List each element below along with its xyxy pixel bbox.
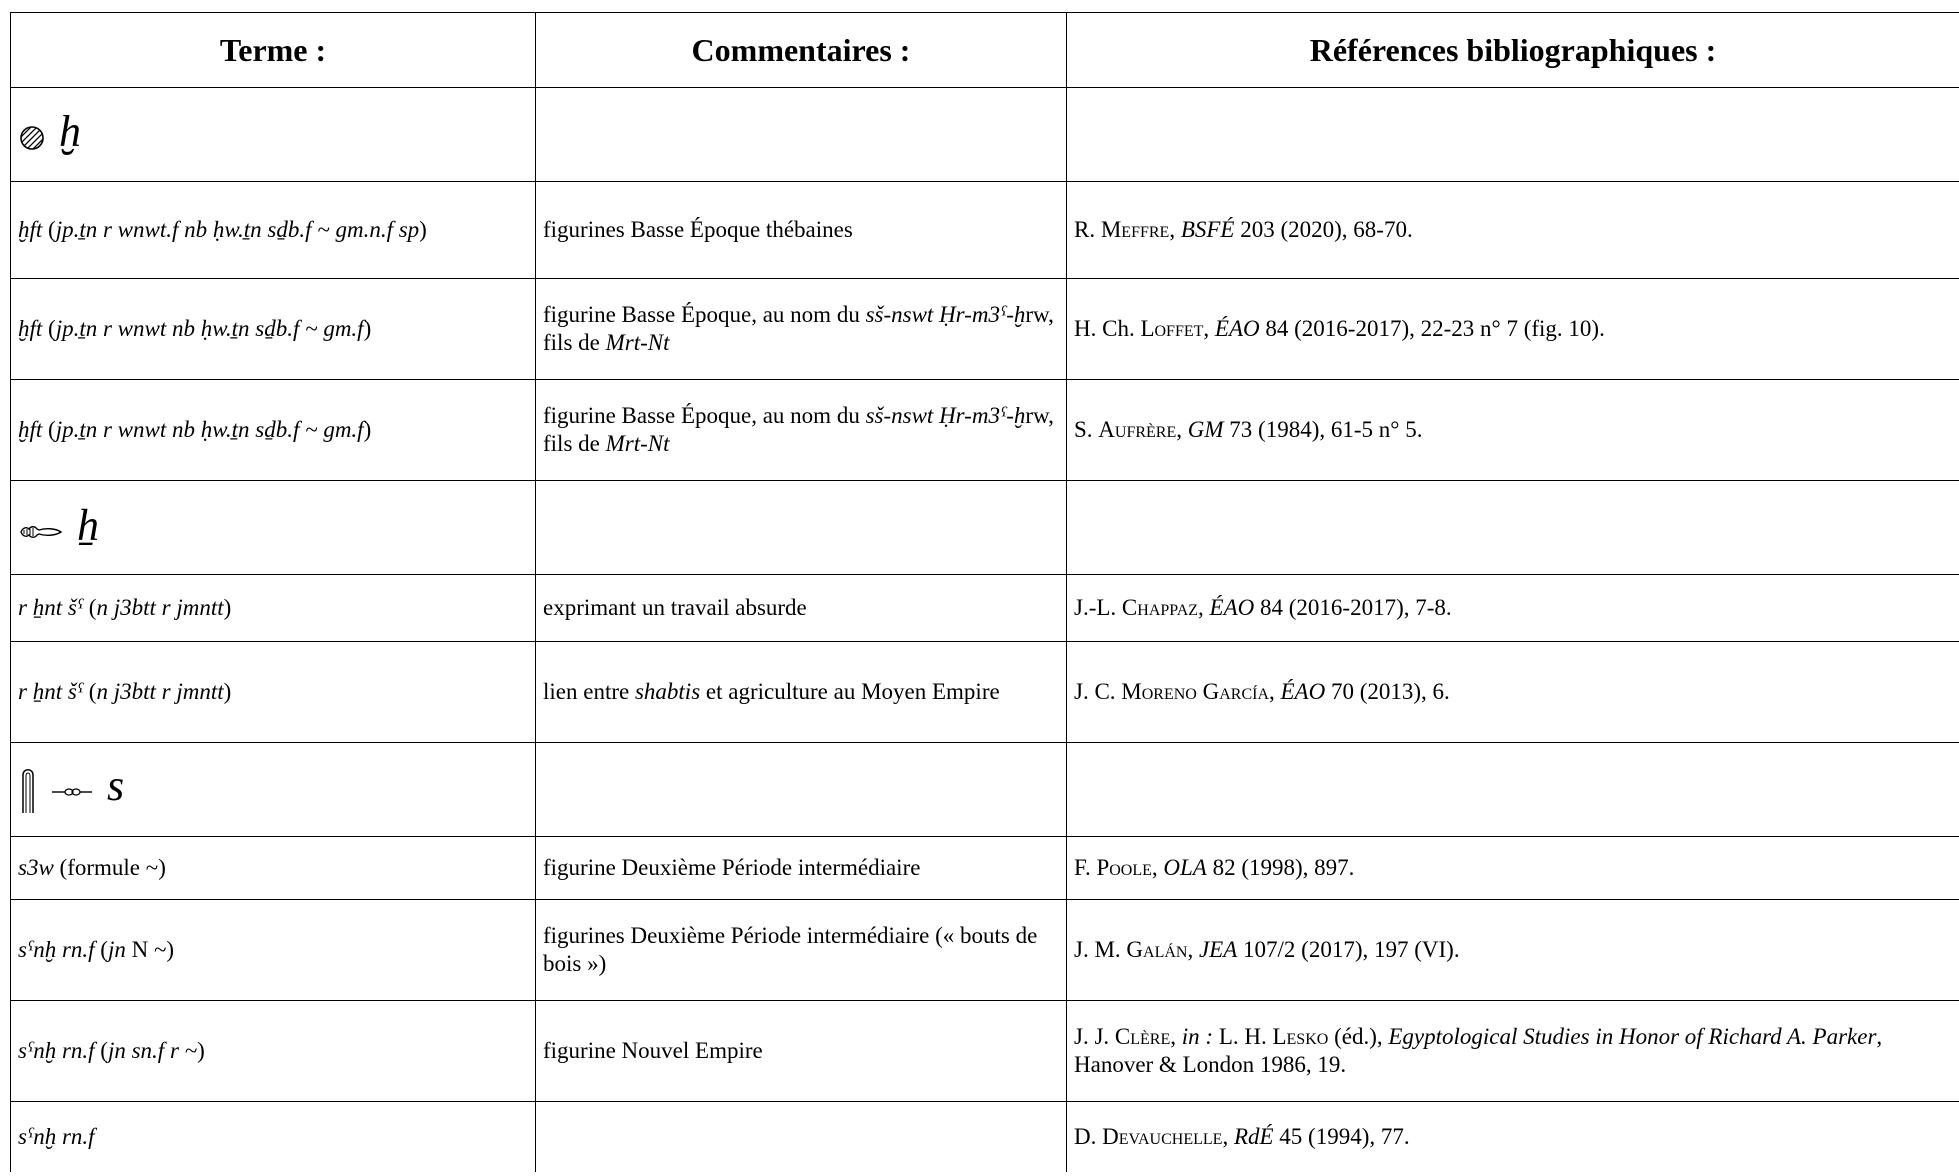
placenta-hieroglyph-icon xyxy=(19,122,45,151)
table-row xyxy=(11,1102,1959,1173)
table-row xyxy=(11,642,1959,743)
comment-cell: figurine Nouvel Empire xyxy=(536,1001,1067,1102)
term-cell: s3w (formule ~) xyxy=(11,837,536,900)
section-empty-cell xyxy=(1067,743,1959,837)
section-empty-cell xyxy=(536,88,1067,182)
section-row-kh-underline xyxy=(11,481,1959,575)
reference-cell: H. Ch. Loffet, ÉAO 84 (2016-2017), 22-23 n° 7 (fig. 10). xyxy=(1067,279,1959,380)
section-sign-cell xyxy=(11,481,536,575)
term-cell: r ẖnt šˁ (n j3btt r jmntt) xyxy=(11,642,536,743)
section-sign-cell xyxy=(11,88,536,182)
section-sign-cell xyxy=(11,743,536,837)
animal-belly-hieroglyph-icon xyxy=(19,515,63,543)
comment-cell: figurines Deuxième Période intermédiaire (« bouts de bois ») xyxy=(536,900,1067,1001)
term-cell: sˁnḫ rn.f (jn N ~) xyxy=(11,900,536,1001)
table-row xyxy=(11,837,1959,900)
table-row xyxy=(11,1001,1959,1102)
reference-cell: J. C. Moreno García, ÉAO 70 (2013), 6. xyxy=(1067,642,1959,743)
reference-cell: J. J. Clère, in : L. H. Lesko (éd.), Egyptological Studies in Honor of Richard A. Parker, Hanover & London 1986, 19. xyxy=(1067,1001,1959,1102)
table-row xyxy=(11,279,1959,380)
comment-cell: exprimant un travail absurde xyxy=(536,575,1067,642)
term-cell: ḫft (jp.ṯn r wnwt nb ḥw.ṯn sḏb.f ~ gm.f) xyxy=(11,380,536,481)
folded-cloth-hieroglyph-icon xyxy=(19,765,37,815)
comments-column-header: Commentaires : xyxy=(536,13,1067,88)
section-sign-transliteration: s xyxy=(107,760,125,810)
section-sign-transliteration: ḫ xyxy=(59,107,81,157)
section-empty-cell xyxy=(1067,481,1959,575)
comment-cell: figurine Basse Époque, au nom du sš-nswt Ḥr-m3ˁ-ḫrw, fils de Mrt-Nt xyxy=(536,279,1067,380)
reference-cell: F. Poole, OLA 82 (1998), 897. xyxy=(1067,837,1959,900)
term-cell: ḫft (jp.ṯn r wnwt.f nb ḥw.ṯn sḏb.f ~ gm.n.f sp) xyxy=(11,182,536,279)
section-row-kh xyxy=(11,88,1959,182)
term-column-header: Terme : xyxy=(11,13,536,88)
header-row xyxy=(11,13,1959,88)
term-cell: sˁnḫ rn.f (jn sn.f r ~) xyxy=(11,1001,536,1102)
table-row xyxy=(11,900,1959,1001)
comment-cell xyxy=(536,1102,1067,1173)
section-empty-cell xyxy=(536,481,1067,575)
table-row xyxy=(11,380,1959,481)
comment-cell: figurines Basse Époque thébaines xyxy=(536,182,1067,279)
section-row-s xyxy=(11,743,1959,837)
reference-cell: J. M. Galán, JEA 107/2 (2017), 197 (VI). xyxy=(1067,900,1959,1001)
reference-cell: R. Meffre, BSFÉ 203 (2020), 68-70. xyxy=(1067,182,1959,279)
table-row xyxy=(11,182,1959,279)
comment-cell: lien entre shabtis et agriculture au Moyen Empire xyxy=(536,642,1067,743)
term-cell: ḫft (jp.ṯn r wnwt nb ḥw.ṯn sḏb.f ~ gm.f) xyxy=(11,279,536,380)
reference-cell: J.-L. Chappaz, ÉAO 84 (2016-2017), 7-8. xyxy=(1067,575,1959,642)
bibliography-table xyxy=(10,12,1959,1172)
section-empty-cell xyxy=(1067,88,1959,182)
term-cell: r ẖnt šˁ (n j3btt r jmntt) xyxy=(11,575,536,642)
door-bolt-hieroglyph-icon xyxy=(51,776,93,804)
section-sign-transliteration: ẖ xyxy=(77,500,99,550)
comment-cell: figurine Basse Époque, au nom du sš-nswt Ḥr-m3ˁ-ḫrw, fils de Mrt-Nt xyxy=(536,380,1067,481)
section-empty-cell xyxy=(536,743,1067,837)
reference-cell: D. Devauchelle, RdÉ 45 (1994), 77. xyxy=(1067,1102,1959,1173)
comment-cell: figurine Deuxième Période intermédiaire xyxy=(536,837,1067,900)
reference-cell: S. Aufrère, GM 73 (1984), 61-5 n° 5. xyxy=(1067,380,1959,481)
table-row xyxy=(11,575,1959,642)
references-column-header: Références bibliographiques : xyxy=(1067,13,1959,88)
term-cell: sˁnḫ rn.f xyxy=(11,1102,536,1173)
